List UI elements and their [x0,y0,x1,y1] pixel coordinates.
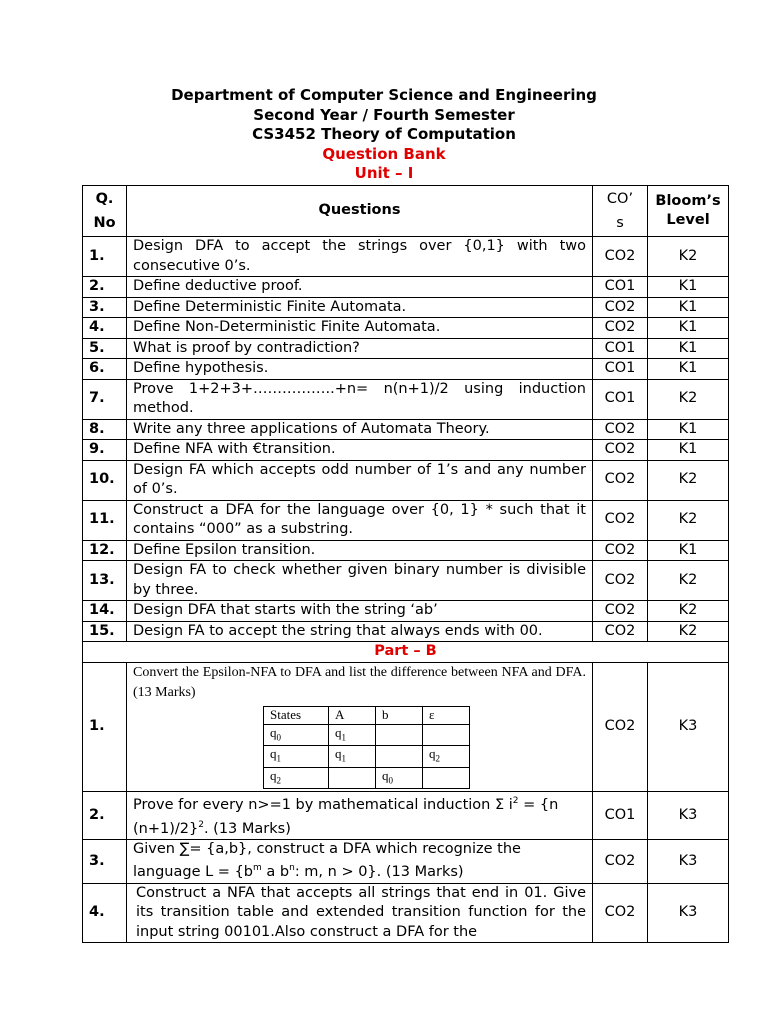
co-cell: CO2 [593,883,648,943]
cos-header: CO’ s [593,186,648,237]
blooms-cell: K3 [648,792,729,840]
co-cell: CO2 [593,662,648,792]
blooms-cell: K2 [648,601,729,622]
table-row [83,500,729,540]
question-number: 10. [83,460,127,500]
question-number: 3. [83,297,127,318]
question-text: What is proof by contradiction? [127,338,593,359]
course-title: CS3452 Theory of Computation [252,125,516,143]
blooms-cell: K3 [648,883,729,943]
question-number: 14. [83,601,127,622]
input-b-header: b [376,706,423,724]
blooms-cell: K2 [648,500,729,540]
blooms-cell: K2 [648,561,729,601]
table-header-row [83,186,729,237]
input-a-header: A [329,706,376,724]
transition-row [264,724,470,746]
question-text: Design DFA to accept the strings over {0,1} with two consecutive 0’s. [127,237,593,277]
question-text: Prove 1+2+3+……………..+n= n(n+1)/2 using induction method. [127,379,593,419]
part-b-heading-row [83,642,729,663]
table-row [83,379,729,419]
question-text: Given ∑= {a,b}, construct a DFA which recognize the language $L = \{b^m$ a $b^n$: m, n > 0}. (13 Marks) [127,839,593,883]
table-row [83,277,729,298]
blooms-cell: K1 [648,338,729,359]
table-row [83,460,729,500]
year-semester: Second Year / Fourth Semester [253,105,515,124]
co-cell: CO2 [593,561,648,601]
question-number: 8. [83,419,127,440]
question-text: Define Epsilon transition. [127,540,593,561]
table-row [83,318,729,339]
questions-header: Questions [127,186,593,237]
document-header [0,86,768,184]
blooms-cell: K1 [648,277,729,298]
table-row [83,839,729,883]
transition-epsilon-cell [423,767,470,789]
question-text: Define Deterministic Finite Automata. [127,297,593,318]
table-row [83,237,729,277]
transition-epsilon-cell [423,724,470,746]
question-number: 1. [83,662,127,792]
co-cell: CO2 [593,440,648,461]
question-number: 3. [83,839,127,883]
question-table [82,185,729,943]
blooms-cell: K2 [648,621,729,642]
question-number: 5. [83,338,127,359]
question-text: Define hypothesis. [127,359,593,380]
blooms-cell: K1 [648,318,729,339]
question-text: Design FA to check whether given binary number is divisible by three. [127,561,593,601]
transition-a-cell: $q_1$ [329,746,376,768]
table-row [83,662,729,792]
part-a-rows [83,237,729,642]
table-row [83,297,729,318]
co-cell: CO2 [593,419,648,440]
department-title: Department of Computer Science and Engineering [171,86,597,104]
blooms-cell: K1 [648,359,729,380]
table-row [83,792,729,840]
table-row [83,561,729,601]
question-number: 7. [83,379,127,419]
table-row [83,440,729,461]
transition-header-row [264,706,470,724]
blooms-cell: K1 [648,419,729,440]
question-text [127,662,593,792]
co-cell: CO2 [593,621,648,642]
question-1-text: Convert the Epsilon-NFA to DFA and list the difference between NFA and DFA. (13 Marks) [133,664,586,700]
transition-a-cell: $q_1$ [329,724,376,746]
co-cell: CO2 [593,839,648,883]
question-text: Define Non-Deterministic Finite Automata. [127,318,593,339]
transition-table [263,706,470,790]
table-row [83,359,729,380]
state-cell: $q_0$ [264,724,329,746]
blooms-cell: K3 [648,839,729,883]
table-row [83,540,729,561]
question-text: Write any three applications of Automata Theory. [127,419,593,440]
question-number: 4. [83,318,127,339]
transition-b-cell [376,746,423,768]
transition-row [264,746,470,768]
transition-b-cell: $q_0$ [376,767,423,789]
qno-header: Q. No [83,186,127,237]
question-text: Prove for every n>=1 by mathematical induction Σ $i^2 = \{n$ (n+1)/2}$^2$. (13 Marks) [127,792,593,840]
table-row [83,338,729,359]
blooms-cell: K1 [648,440,729,461]
transition-row [264,767,470,789]
co-cell: CO1 [593,792,648,840]
blooms-cell: K1 [648,297,729,318]
question-text: Define deductive proof. [127,277,593,298]
co-cell: CO2 [593,297,648,318]
question-text: Design FA which accepts odd number of 1’s and any number of 0’s. [127,460,593,500]
table-row [83,419,729,440]
blooms-cell: K2 [648,460,729,500]
co-cell: CO1 [593,277,648,298]
question-bank-title: Question Bank [322,144,446,163]
epsilon-header: ε [423,706,470,724]
question-number: 1. [83,237,127,277]
co-cell: CO1 [593,338,648,359]
co-cell: CO1 [593,379,648,419]
co-cell: CO1 [593,359,648,380]
unit-title: Unit – I [354,164,414,182]
question-number: 11. [83,500,127,540]
question-text: Construct a DFA for the language over {0, 1} * such that it contains “000” as a substring. [127,500,593,540]
question-number: 9. [83,440,127,461]
co-cell: CO2 [593,318,648,339]
blooms-cell: K2 [648,379,729,419]
state-cell: $q_2$ [264,767,329,789]
blooms-header: Bloom’s Level [648,186,729,237]
table-row [83,601,729,622]
blooms-cell: K2 [648,237,729,277]
blooms-cell: K1 [648,540,729,561]
question-number: 6. [83,359,127,380]
blooms-cell: K3 [648,662,729,792]
question-number: 2. [83,792,127,840]
transition-b-cell [376,724,423,746]
question-number: 15. [83,621,127,642]
question-text: Design DFA that starts with the string ‘ab’ [127,601,593,622]
question-text: Define NFA with €transition. [127,440,593,461]
state-cell: $q_1$ [264,746,329,768]
table-row [83,621,729,642]
question-text: Construct a NFA that accepts all strings that end in 01. Give its transition table and extended transition function for the input string 00101.Also construct a DFA for the [127,883,593,943]
transition-a-cell [329,767,376,789]
question-number: 2. [83,277,127,298]
co-cell: CO2 [593,540,648,561]
co-cell: CO2 [593,500,648,540]
co-cell: CO2 [593,601,648,622]
question-number: 12. [83,540,127,561]
transition-epsilon-cell: $q_2$ [423,746,470,768]
states-header: States [264,706,329,724]
table-row [83,883,729,943]
question-number: 4. [83,883,127,943]
part-b-rows [83,642,729,943]
question-number: 13. [83,561,127,601]
co-cell: CO2 [593,460,648,500]
co-cell: CO2 [593,237,648,277]
question-text: Design FA to accept the string that always ends with 00. [127,621,593,642]
part-b-title: Part – B [83,642,729,663]
